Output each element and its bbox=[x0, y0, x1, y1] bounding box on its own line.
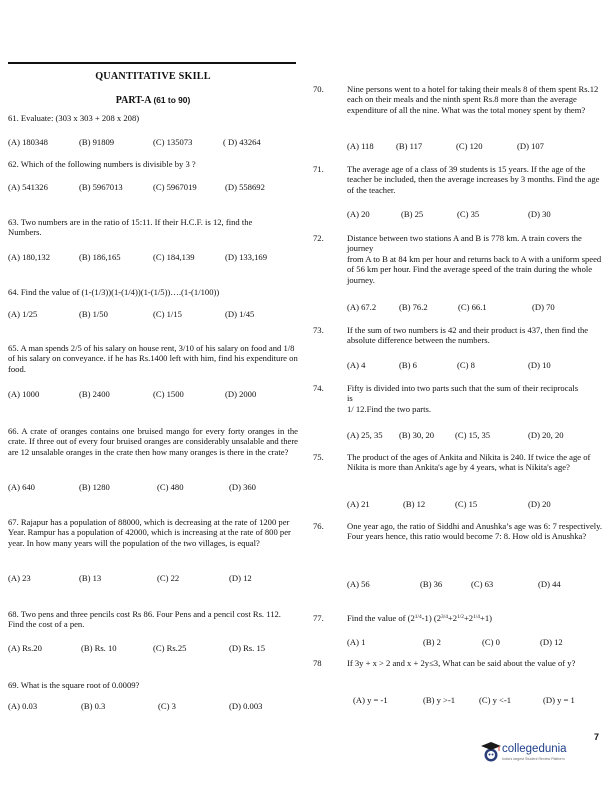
part-label: PART-A bbox=[115, 95, 151, 106]
option-d: (D) 20, 20 bbox=[528, 430, 564, 440]
option-a: (A) 180,132 bbox=[8, 252, 51, 262]
question-number: 76. bbox=[313, 521, 324, 531]
option-c: (C) 35 bbox=[457, 209, 480, 219]
part-range: (61 to 90) bbox=[153, 95, 191, 105]
option-a: (A) 1 bbox=[347, 637, 366, 647]
option-d: (D) Rs. 15 bbox=[229, 643, 266, 653]
option-d: (D) 2000 bbox=[225, 389, 257, 399]
option-b: (B) 1/50 bbox=[79, 309, 108, 319]
question-stem: Find the value of $(2^{1/4}-1)$ $(2^{3/4}+2^{1/2}+2^{1/4}+1)$ bbox=[347, 613, 492, 623]
question-stem: If the sum of two numbers is 42 and their product is 437, then find the absolute difference between the numbers. bbox=[347, 325, 589, 346]
option-d: ( D) 43264 bbox=[223, 137, 261, 147]
option-d: (D) 360 bbox=[229, 482, 256, 492]
part-heading bbox=[8, 95, 298, 107]
option-a: (A) 20 bbox=[347, 209, 370, 219]
question-stem: The average age of a class of 39 students is 15 years. If the age of the teacher be included, then the average increases by 3 months. Find the age of the teacher. bbox=[347, 164, 600, 195]
question-stem: The product of the ages of Ankita and Nikita is 240. If twice the age of Nikita is more than Ankita's age by 4 years, what is Nikita's age? bbox=[347, 452, 591, 473]
option-c: (C) 63 bbox=[471, 579, 494, 589]
option-b: (B) 13 bbox=[79, 573, 102, 583]
option-b: (B) 1280 bbox=[79, 482, 110, 492]
section-title: QUANTITATIVE SKILL bbox=[95, 71, 211, 82]
option-d: (D) 1/45 bbox=[225, 309, 255, 319]
question-stem: 69. What is the square root of 0.0009? bbox=[8, 680, 140, 690]
question-stem: 63. Two numbers are in the ratio of 15:11. If their H.C.F. is 12, find the Numbers. bbox=[8, 217, 253, 238]
option-d: (D) 12 bbox=[229, 573, 252, 583]
question-number: 77. bbox=[313, 613, 324, 623]
option-a: (A) 640 bbox=[8, 482, 35, 492]
option-b: (B) 91809 bbox=[79, 137, 115, 147]
option-a: (A) 56 bbox=[347, 579, 370, 589]
mortarboard-icon bbox=[480, 740, 502, 764]
question-number: 72. bbox=[313, 233, 324, 243]
question-stem: If 3y + x > 2 and x + 2y≤3, What can be said about the value of y? bbox=[347, 658, 576, 668]
option-b: (B) 36 bbox=[420, 579, 443, 589]
question-number: 75. bbox=[313, 452, 324, 462]
option-c: (C) 1500 bbox=[153, 389, 184, 399]
option-a: (A) 1000 bbox=[8, 389, 40, 399]
question-stem: 62. Which of the following numbers is divisible by 3 ? bbox=[8, 159, 196, 169]
option-d: (D) 70 bbox=[532, 302, 555, 312]
option-c: (C) 0 bbox=[482, 637, 500, 647]
question-stem: One year ago, the ratio of Siddhi and Anushka’s age was 6: 7 respectively. Four years hence, this ratio would become 7: 8. How old is Anushka? bbox=[347, 521, 603, 542]
option-b: (B) 0.3 bbox=[81, 701, 106, 711]
question-stem: 68. Two pens and three pencils cost Rs 86. Four Pens and a pencil cost Rs. 112. Find the cost of a pen. bbox=[8, 609, 281, 630]
option-a: (A) 1/25 bbox=[8, 309, 38, 319]
question-number: 73. bbox=[313, 325, 324, 335]
question-number: 78 bbox=[313, 658, 322, 668]
option-a: (A) 4 bbox=[347, 360, 366, 370]
option-b: (B) Rs. 10 bbox=[81, 643, 117, 653]
option-a: (A) 21 bbox=[347, 499, 370, 509]
option-b: (B) 5967013 bbox=[79, 182, 123, 192]
option-a: (A) 118 bbox=[347, 141, 374, 151]
brand-tagline: India's largest Student Review Platform bbox=[502, 757, 565, 761]
option-b: (B) y >-1 bbox=[423, 695, 456, 705]
option-b: (B) 2 bbox=[423, 637, 441, 647]
option-a: (A) 541326 bbox=[8, 182, 48, 192]
option-d: (D) 107 bbox=[517, 141, 544, 151]
option-a: (A) y = -1 bbox=[353, 695, 388, 705]
option-a: (A) 67.2 bbox=[347, 302, 377, 312]
option-d: (D) 558692 bbox=[225, 182, 265, 192]
question-stem: 66. A crate of oranges contains one bruised mango for every forty oranges in the crate. If three out of every four bruised oranges are considerably unsalable and there are 12 unsalable oranges in the crate then how many oranges is there in the crate? bbox=[8, 426, 298, 457]
option-b: (B) 117 bbox=[396, 141, 423, 151]
option-c: (C) 5967019 bbox=[153, 182, 197, 192]
brand-logo bbox=[480, 740, 600, 770]
option-c: (C) 1/15 bbox=[153, 309, 182, 319]
option-c: (C) Rs.25 bbox=[153, 643, 187, 653]
option-c: (C) 8 bbox=[457, 360, 475, 370]
option-a: (A) 25, 35 bbox=[347, 430, 383, 440]
option-c: (C) 135073 bbox=[153, 137, 193, 147]
option-d: (D) 20 bbox=[528, 499, 551, 509]
question-stem: Distance between two stations A and B is 778 km. A train covers the journey from A to B at 84 km per hour and returns back to A with a uniform speed of 56 km per hour. Find the average speed of the train during the whole journey. bbox=[347, 233, 602, 285]
option-a: (A) 0.03 bbox=[8, 701, 38, 711]
option-a: (A) 180348 bbox=[8, 137, 48, 147]
option-c: (C) 22 bbox=[157, 573, 180, 583]
option-c: (C) 15, 35 bbox=[455, 430, 491, 440]
header-rule bbox=[8, 62, 296, 64]
option-d: (D) 10 bbox=[528, 360, 551, 370]
option-b: (B) 25 bbox=[401, 209, 424, 219]
option-d: (D) y = 1 bbox=[543, 695, 575, 705]
option-c: (C) 120 bbox=[456, 141, 483, 151]
option-b: (B) 12 bbox=[403, 499, 426, 509]
option-c: (C) 3 bbox=[158, 701, 176, 711]
option-b: (B) 30, 20 bbox=[399, 430, 435, 440]
option-d: (D) 30 bbox=[528, 209, 551, 219]
option-d: (D) 0.003 bbox=[229, 701, 263, 711]
option-c: (C) 184,139 bbox=[153, 252, 195, 262]
question-number: 71. bbox=[313, 164, 324, 174]
option-c: (C) 15 bbox=[455, 499, 478, 509]
option-c: (C) 66.1 bbox=[458, 302, 487, 312]
brand-name: collegedunia bbox=[502, 743, 567, 755]
option-a: (A) Rs.20 bbox=[8, 643, 42, 653]
option-d: (D) 12 bbox=[540, 637, 563, 647]
question-stem: 65. A man spends 2/5 of his salary on house rent, 3/10 of his salary on food and 1/8 of his salary on conveyance. if he has Rs.1400 left with him, find his expenditure on food. bbox=[8, 343, 298, 374]
option-b: (B) 2400 bbox=[79, 389, 110, 399]
question-number: 70. bbox=[313, 84, 324, 94]
option-b: (B) 6 bbox=[399, 360, 417, 370]
option-d: (D) 44 bbox=[538, 579, 561, 589]
question-stem: 67. Rajapur has a population of 88000, which is decreasing at the rate of 1200 per Year. Rampur has a population of 42000, which is increasing at the rate of 800 per year. In how many years will the population of the two villages, is equal? bbox=[8, 517, 291, 548]
question-stem: Fifty is divided into two parts such that the sum of their reciprocals is 1/ 12.Find the two parts. bbox=[347, 383, 579, 414]
option-c: (C) 480 bbox=[157, 482, 184, 492]
option-c: (C) y <-1 bbox=[479, 695, 512, 705]
option-a: (A) 23 bbox=[8, 573, 31, 583]
page-number: 7 bbox=[594, 732, 600, 742]
question-number: 74. bbox=[313, 383, 324, 393]
option-b: (B) 186,165 bbox=[79, 252, 121, 262]
option-d: (D) 133,169 bbox=[225, 252, 268, 262]
question-stem: Nine persons went to a hotel for taking their meals 8 of them spent Rs.12 each on their meals and the ninth spent Rs.8 more than the average expenditure of all the nine. What was the total money spent by them? bbox=[347, 84, 599, 115]
question-stem: 61. Evaluate: (303 x 303 + 208 x 208) bbox=[8, 113, 140, 123]
option-b: (B) 76.2 bbox=[399, 302, 428, 312]
question-stem: 64. Find the value of (1-(1/3))(1-(1/4))(1-(1/5))….(1-(1/100)) bbox=[8, 287, 220, 297]
